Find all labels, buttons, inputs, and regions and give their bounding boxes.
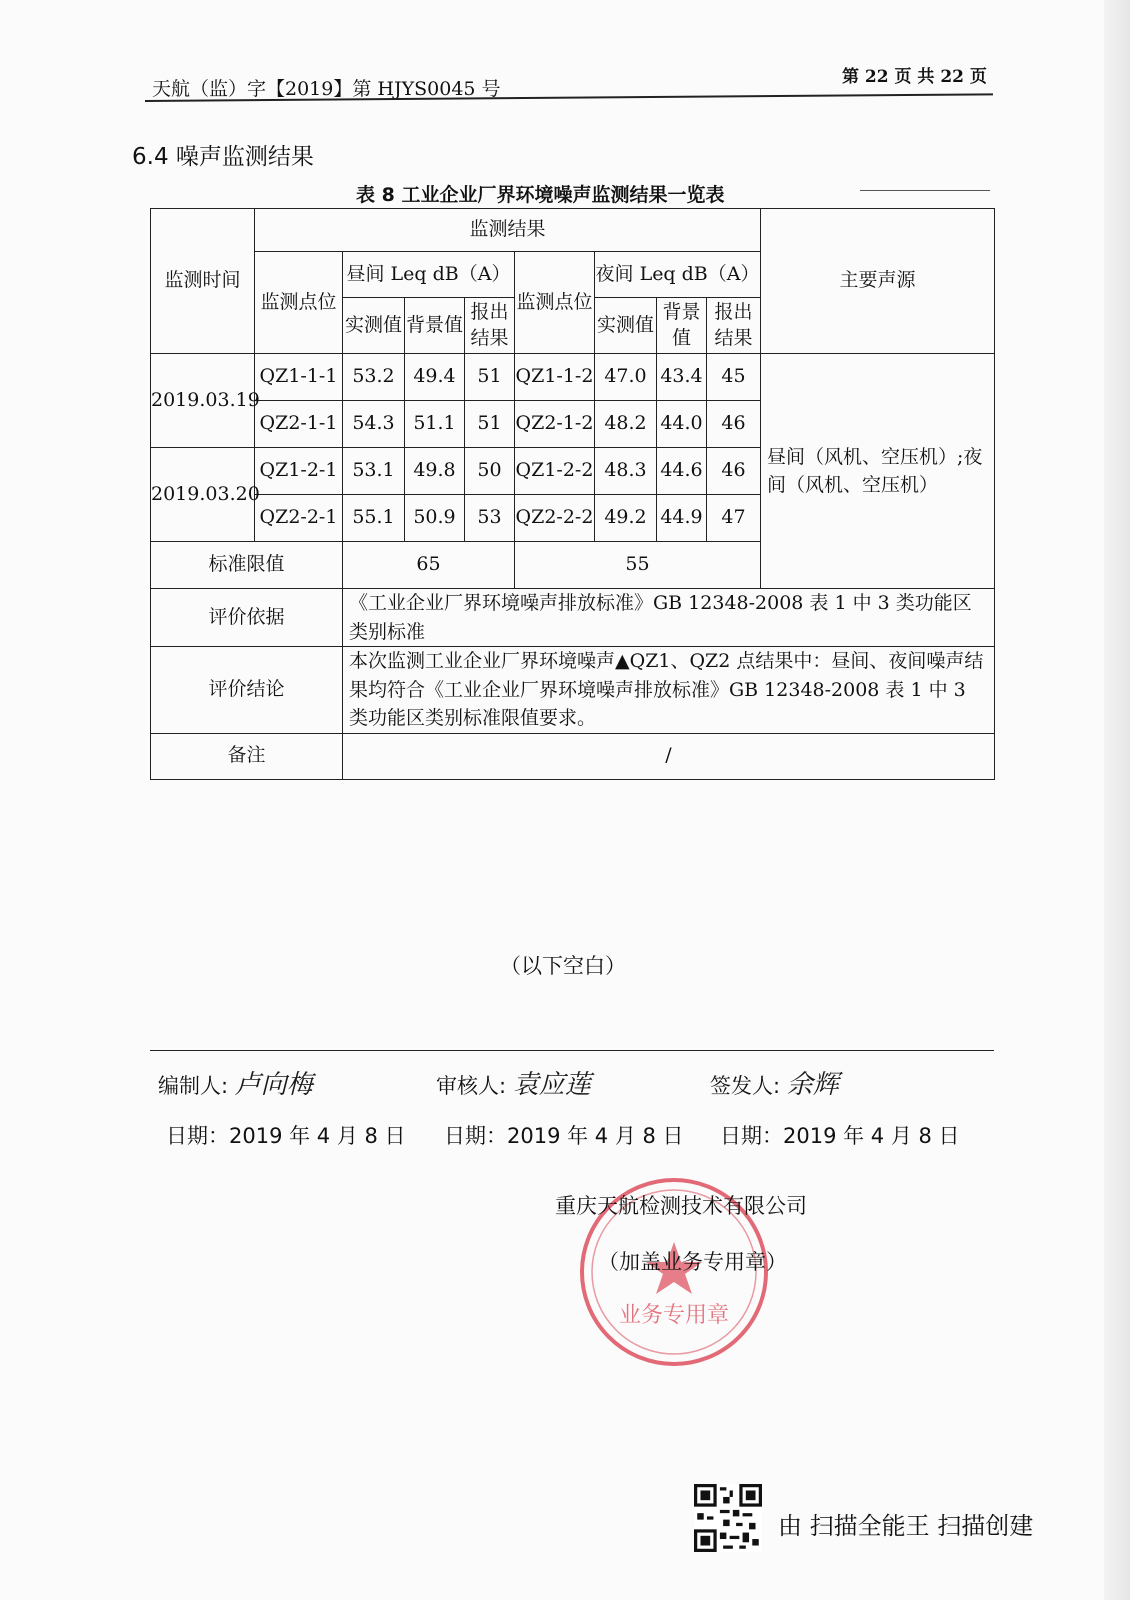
night-measured: 48.2 (595, 401, 657, 448)
day-background: 49.8 (405, 448, 465, 495)
date-cell: 2019.03.19 (151, 354, 255, 448)
day-measured: 54.3 (343, 401, 405, 448)
reviewer-date: 日期：2019 年 4 月 8 日 (444, 1124, 684, 1148)
page-info: 第 22 页 共 22 页 (842, 67, 987, 87)
day-measured: 53.2 (343, 354, 405, 401)
night-point: QZ2-1-2 (515, 401, 595, 448)
document-number: 天航（监）字【2019】第 HJYS0045 号 (152, 78, 501, 100)
compiler-name: 卢向梅 (234, 1070, 313, 1100)
header-day-background: 背景值 (405, 298, 465, 354)
standard-label: 标准限值 (151, 542, 343, 589)
issuer-label: 签发人: (710, 1074, 781, 1098)
conclusion-text: 本次监测工业企业厂界环境噪声▲QZ1、QZ2 点结果中：昼间、夜间噪声结果均符合《工业企业厂界环境噪声排放标准》GB 12348-2008 表 1 中 3 类功能区类别标准限值要求。 (343, 647, 995, 734)
main-source-cell: 昼间（风机、空压机）;夜间（风机、空压机） (761, 354, 995, 589)
standard-day: 65 (343, 542, 515, 589)
night-reported: 46 (707, 448, 761, 495)
header-night: 夜间 Leq dB（A） (595, 252, 761, 298)
night-measured: 49.2 (595, 495, 657, 542)
header-time: 监测时间 (151, 209, 255, 354)
day-reported: 51 (465, 401, 515, 448)
qr-code-icon (694, 1484, 762, 1552)
blank-below-note: （以下空白） (500, 954, 626, 978)
basis-row (151, 589, 995, 647)
compiler-date: 日期：2019 年 4 月 8 日 (166, 1124, 406, 1148)
note-row (151, 733, 995, 779)
header-night-background: 背景值 (657, 298, 707, 354)
night-background: 43.4 (657, 354, 707, 401)
day-measured: 55.1 (343, 495, 405, 542)
note-label: 备注 (151, 733, 343, 779)
day-point: QZ1-1-1 (255, 354, 343, 401)
basis-text: 《工业企业厂界环境噪声排放标准》GB 12348-2008 表 1 中 3 类功能区类别标准 (343, 589, 995, 647)
night-measured: 47.0 (595, 354, 657, 401)
day-reported: 53 (465, 495, 515, 542)
caption-rule (860, 190, 990, 191)
date-cell: 2019.03.20 (151, 448, 255, 542)
night-point: QZ1-1-2 (515, 354, 595, 401)
header-day-measured: 实测值 (343, 298, 405, 354)
header-night-measured: 实测值 (595, 298, 657, 354)
issuer-signature (710, 1064, 839, 1101)
day-reported: 51 (465, 354, 515, 401)
night-measured: 48.3 (595, 448, 657, 495)
header-day-reported: 报出结果 (465, 298, 515, 354)
header-day-point: 监测点位 (255, 252, 343, 354)
night-reported: 45 (707, 354, 761, 401)
scan-footer: 由 扫描全能王 扫描创建 (778, 1512, 1034, 1540)
header-night-reported: 报出结果 (707, 298, 761, 354)
svg-text:业务专用章: 业务专用章 (618, 1303, 730, 1328)
table-row (151, 354, 995, 401)
compiler-label: 编制人: (158, 1074, 229, 1098)
header-day: 昼间 Leq dB（A） (343, 252, 515, 298)
header-night-point: 监测点位 (515, 252, 595, 354)
reviewer-label: 审核人: (436, 1074, 507, 1098)
header-results: 监测结果 (255, 209, 761, 252)
day-reported: 50 (465, 448, 515, 495)
day-measured: 53.1 (343, 448, 405, 495)
night-background: 44.9 (657, 495, 707, 542)
standard-night: 55 (515, 542, 761, 589)
night-background: 44.0 (657, 401, 707, 448)
reviewer-signature (436, 1064, 591, 1101)
compiler-signature (158, 1064, 313, 1101)
basis-label: 评价依据 (151, 589, 343, 647)
section-title: 6.4 噪声监测结果 (132, 144, 314, 170)
page-edge-shadow (1104, 0, 1130, 1600)
night-reported: 47 (707, 495, 761, 542)
header-source: 主要声源 (761, 209, 995, 354)
night-point: QZ1-2-2 (515, 448, 595, 495)
company-name: 重庆天航检测技术有限公司 (555, 1194, 807, 1218)
night-reported: 46 (707, 401, 761, 448)
night-background: 44.6 (657, 448, 707, 495)
noise-results-table (150, 208, 995, 780)
day-background: 50.9 (405, 495, 465, 542)
day-point: QZ2-1-1 (255, 401, 343, 448)
signature-rule (150, 1050, 994, 1051)
day-point: QZ1-2-1 (255, 448, 343, 495)
note-text: / (343, 733, 995, 779)
issuer-date: 日期：2019 年 4 月 8 日 (720, 1124, 960, 1148)
day-point: QZ2-2-1 (255, 495, 343, 542)
reviewer-name: 袁应莲 (512, 1070, 591, 1100)
day-background: 49.4 (405, 354, 465, 401)
day-background: 51.1 (405, 401, 465, 448)
table-caption: 表 8 工业企业厂界环境噪声监测结果一览表 (356, 184, 725, 206)
stamp-note: （加盖业务专用章） (598, 1250, 787, 1274)
issuer-name: 余辉 (786, 1070, 839, 1100)
conclusion-row (151, 647, 995, 734)
conclusion-label: 评价结论 (151, 647, 343, 734)
night-point: QZ2-2-2 (515, 495, 595, 542)
